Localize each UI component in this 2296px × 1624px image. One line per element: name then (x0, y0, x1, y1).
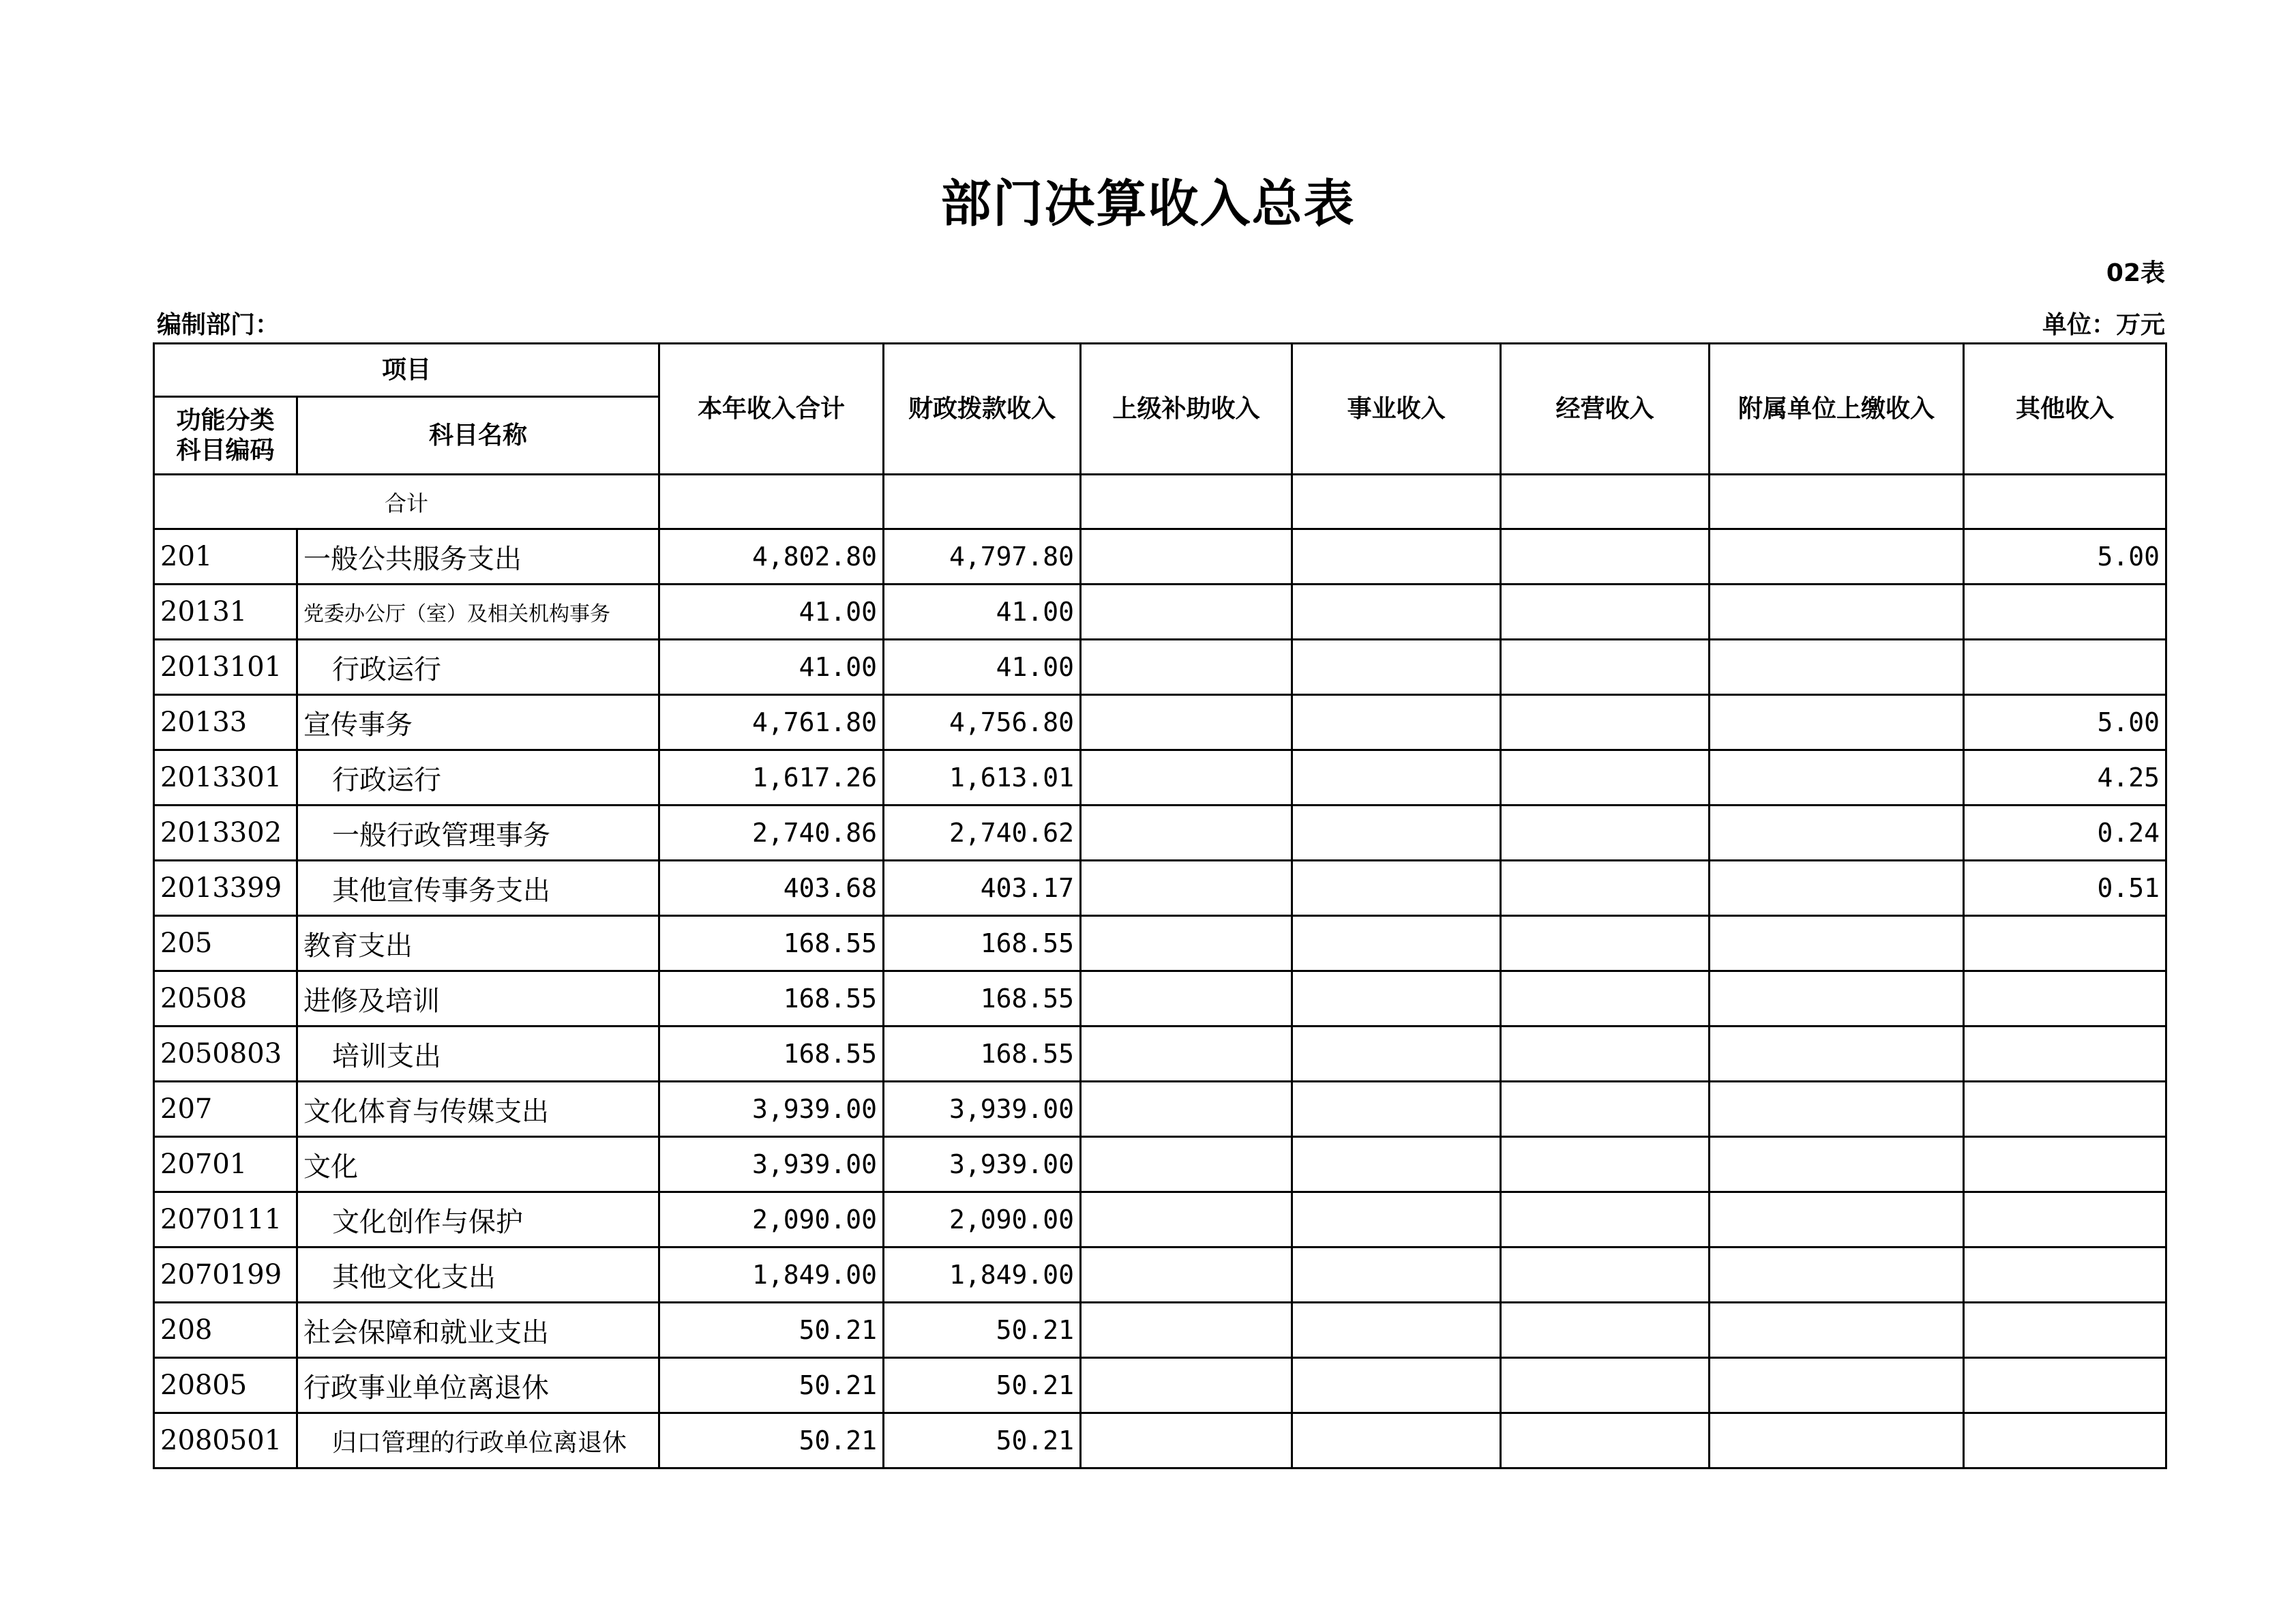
row-other (1964, 1027, 2166, 1082)
row-name: 社会保障和就业支出 (297, 1303, 659, 1358)
row-fiscal: 2,090.00 (884, 1192, 1081, 1247)
row-total: 4,761.80 (659, 695, 884, 750)
row-total: 2,740.86 (659, 806, 884, 861)
col-header-business: 事业收入 (1292, 344, 1501, 475)
row-operating (1501, 1303, 1710, 1358)
row-fiscal: 41.00 (884, 585, 1081, 640)
row-operating (1501, 529, 1710, 585)
row-code: 2050803 (154, 1027, 297, 1082)
row-fiscal: 168.55 (884, 971, 1081, 1027)
row-affiliated (1710, 1247, 1964, 1303)
row-affiliated (1710, 1082, 1964, 1137)
row-total: 50.21 (659, 1413, 884, 1468)
row-total: 1,849.00 (659, 1247, 884, 1303)
row-superior (1081, 1082, 1292, 1137)
row-superior (1081, 916, 1292, 971)
col-header-superior: 上级补助收入 (1081, 344, 1292, 475)
row-total: 403.68 (659, 861, 884, 916)
row-fiscal: 1,849.00 (884, 1247, 1081, 1303)
col-header-other: 其他收入 (1964, 344, 2166, 475)
row-fiscal: 50.21 (884, 1358, 1081, 1413)
row-total: 41.00 (659, 640, 884, 695)
row-fiscal: 41.00 (884, 640, 1081, 695)
row-total: 4,802.80 (659, 529, 884, 585)
row-code: 2013301 (154, 750, 297, 806)
row-affiliated (1710, 1413, 1964, 1468)
row-code: 2013101 (154, 640, 297, 695)
row-other (1964, 1303, 2166, 1358)
row-superior (1081, 1303, 1292, 1358)
code-header-line2: 科目编码 (176, 436, 275, 464)
row-business (1292, 1413, 1501, 1468)
row-other: 0.51 (1964, 861, 2166, 916)
total-cell (1710, 475, 1964, 529)
row-code: 20133 (154, 695, 297, 750)
row-fiscal: 4,797.80 (884, 529, 1081, 585)
table-number: 02表 (2106, 259, 2165, 287)
table-row (154, 971, 2166, 1027)
row-superior (1081, 861, 1292, 916)
row-fiscal: 3,939.00 (884, 1082, 1081, 1137)
row-other: 5.00 (1964, 695, 2166, 750)
row-other: 5.00 (1964, 529, 2166, 585)
row-affiliated (1710, 861, 1964, 916)
table-row (154, 750, 2166, 806)
row-business (1292, 585, 1501, 640)
row-code: 20508 (154, 971, 297, 1027)
row-name: 教育支出 (297, 916, 659, 971)
table-row (154, 1192, 2166, 1247)
row-name: 其他宣传事务支出 (297, 861, 659, 916)
row-name: 培训支出 (297, 1027, 659, 1082)
row-name: 行政运行 (297, 750, 659, 806)
row-other (1964, 585, 2166, 640)
row-name: 一般公共服务支出 (297, 529, 659, 585)
row-operating (1501, 585, 1710, 640)
row-code: 2013399 (154, 861, 297, 916)
row-business (1292, 1247, 1501, 1303)
row-code: 2080501 (154, 1413, 297, 1468)
code-header (154, 397, 297, 475)
row-superior (1081, 1247, 1292, 1303)
row-business (1292, 971, 1501, 1027)
row-superior (1081, 1027, 1292, 1082)
row-operating (1501, 1247, 1710, 1303)
total-cell (1292, 475, 1501, 529)
row-affiliated (1710, 971, 1964, 1027)
col-header-total: 本年收入合计 (659, 344, 884, 475)
row-affiliated (1710, 585, 1964, 640)
table-row (154, 695, 2166, 750)
row-superior (1081, 529, 1292, 585)
row-total: 3,939.00 (659, 1082, 884, 1137)
unit-label: 单位：万元 (2042, 311, 2165, 339)
compiler-label: 编制部门： (157, 311, 280, 339)
row-other (1964, 1247, 2166, 1303)
row-name: 归口管理的行政单位离退休 (297, 1413, 659, 1468)
row-total: 3,939.00 (659, 1137, 884, 1192)
row-total: 168.55 (659, 916, 884, 971)
row-operating (1501, 1192, 1710, 1247)
row-operating (1501, 695, 1710, 750)
row-operating (1501, 1413, 1710, 1468)
row-name: 进修及培训 (297, 971, 659, 1027)
row-superior (1081, 806, 1292, 861)
name-header: 科目名称 (297, 397, 659, 475)
row-operating (1501, 806, 1710, 861)
row-superior (1081, 1137, 1292, 1192)
row-business (1292, 1358, 1501, 1413)
row-affiliated (1710, 1137, 1964, 1192)
row-affiliated (1710, 806, 1964, 861)
row-superior (1081, 1358, 1292, 1413)
row-affiliated (1710, 750, 1964, 806)
row-superior (1081, 640, 1292, 695)
row-name: 文化 (297, 1137, 659, 1192)
table-row (154, 1082, 2166, 1137)
row-affiliated (1710, 1192, 1964, 1247)
total-cell (1501, 475, 1710, 529)
row-business (1292, 1137, 1501, 1192)
col-header-affiliated: 附属单位上缴收入 (1710, 344, 1964, 475)
row-affiliated (1710, 640, 1964, 695)
row-total: 168.55 (659, 1027, 884, 1082)
row-other: 0.24 (1964, 806, 2166, 861)
row-operating (1501, 1358, 1710, 1413)
row-code: 20131 (154, 585, 297, 640)
table-row (154, 806, 2166, 861)
table-row (154, 1137, 2166, 1192)
row-other (1964, 1192, 2166, 1247)
row-total: 41.00 (659, 585, 884, 640)
row-total: 50.21 (659, 1358, 884, 1413)
row-operating (1501, 916, 1710, 971)
row-other (1964, 1137, 2166, 1192)
row-total: 1,617.26 (659, 750, 884, 806)
row-fiscal: 3,939.00 (884, 1137, 1081, 1192)
row-name: 行政事业单位离退休 (297, 1358, 659, 1413)
row-affiliated (1710, 529, 1964, 585)
row-business (1292, 861, 1501, 916)
table-row (154, 1413, 2166, 1468)
row-superior (1081, 1192, 1292, 1247)
col-header-fiscal: 财政拨款收入 (884, 344, 1081, 475)
project-header: 项目 (154, 344, 659, 397)
col-header-operating: 经营收入 (1501, 344, 1710, 475)
total-cell (1964, 475, 2166, 529)
row-other: 4.25 (1964, 750, 2166, 806)
total-row (154, 475, 2166, 529)
row-fiscal: 50.21 (884, 1413, 1081, 1468)
row-operating (1501, 861, 1710, 916)
row-other (1964, 1358, 2166, 1413)
table-row (154, 1358, 2166, 1413)
row-total: 168.55 (659, 971, 884, 1027)
row-fiscal: 1,613.01 (884, 750, 1081, 806)
row-other (1964, 916, 2166, 971)
row-name: 其他文化支出 (297, 1247, 659, 1303)
row-business (1292, 750, 1501, 806)
row-fiscal: 2,740.62 (884, 806, 1081, 861)
row-code: 2013302 (154, 806, 297, 861)
row-business (1292, 806, 1501, 861)
row-other (1964, 971, 2166, 1027)
total-label: 合计 (154, 475, 659, 529)
total-cell (884, 475, 1081, 529)
row-name: 文化创作与保护 (297, 1192, 659, 1247)
row-business (1292, 916, 1501, 971)
row-business (1292, 1303, 1501, 1358)
row-other (1964, 1082, 2166, 1137)
row-business (1292, 1082, 1501, 1137)
row-code: 20701 (154, 1137, 297, 1192)
row-superior (1081, 1413, 1292, 1468)
row-operating (1501, 640, 1710, 695)
row-affiliated (1710, 1027, 1964, 1082)
row-name: 文化体育与传媒支出 (297, 1082, 659, 1137)
code-header-line1: 功能分类 (176, 407, 275, 435)
row-fiscal: 50.21 (884, 1303, 1081, 1358)
row-business (1292, 695, 1501, 750)
row-fiscal: 403.17 (884, 861, 1081, 916)
row-business (1292, 640, 1501, 695)
row-code: 20805 (154, 1358, 297, 1413)
row-superior (1081, 585, 1292, 640)
row-affiliated (1710, 1358, 1964, 1413)
table-row (154, 585, 2166, 640)
row-code: 2070199 (154, 1247, 297, 1303)
row-other (1964, 1413, 2166, 1468)
row-operating (1501, 1027, 1710, 1082)
row-affiliated (1710, 1303, 1964, 1358)
total-cell (659, 475, 884, 529)
row-total: 2,090.00 (659, 1192, 884, 1247)
row-business (1292, 1027, 1501, 1082)
row-operating (1501, 750, 1710, 806)
total-cell (1081, 475, 1292, 529)
row-code: 2070111 (154, 1192, 297, 1247)
row-superior (1081, 695, 1292, 750)
table-row (154, 1027, 2166, 1082)
row-fiscal: 168.55 (884, 1027, 1081, 1082)
income-summary-table (153, 342, 2167, 1469)
row-business (1292, 1192, 1501, 1247)
row-business (1292, 529, 1501, 585)
row-operating (1501, 1082, 1710, 1137)
header-row-1 (154, 344, 2166, 397)
row-other (1964, 640, 2166, 695)
row-operating (1501, 971, 1710, 1027)
row-superior (1081, 750, 1292, 806)
table-row (154, 529, 2166, 585)
row-code: 207 (154, 1082, 297, 1137)
row-operating (1501, 1137, 1710, 1192)
row-fiscal: 168.55 (884, 916, 1081, 971)
row-fiscal: 4,756.80 (884, 695, 1081, 750)
row-total: 50.21 (659, 1303, 884, 1358)
row-code: 201 (154, 529, 297, 585)
row-affiliated (1710, 916, 1964, 971)
table-row (154, 861, 2166, 916)
row-code: 205 (154, 916, 297, 971)
table-row (154, 916, 2166, 971)
table-row (154, 640, 2166, 695)
table-row (154, 1247, 2166, 1303)
page-title: 部门决算收入总表 (940, 175, 1356, 233)
row-name: 党委办公厅（室）及相关机构事务 (297, 585, 659, 640)
row-name: 宣传事务 (297, 695, 659, 750)
row-code: 208 (154, 1303, 297, 1358)
row-name: 行政运行 (297, 640, 659, 695)
row-name: 一般行政管理事务 (297, 806, 659, 861)
row-affiliated (1710, 695, 1964, 750)
row-superior (1081, 971, 1292, 1027)
table-row (154, 1303, 2166, 1358)
